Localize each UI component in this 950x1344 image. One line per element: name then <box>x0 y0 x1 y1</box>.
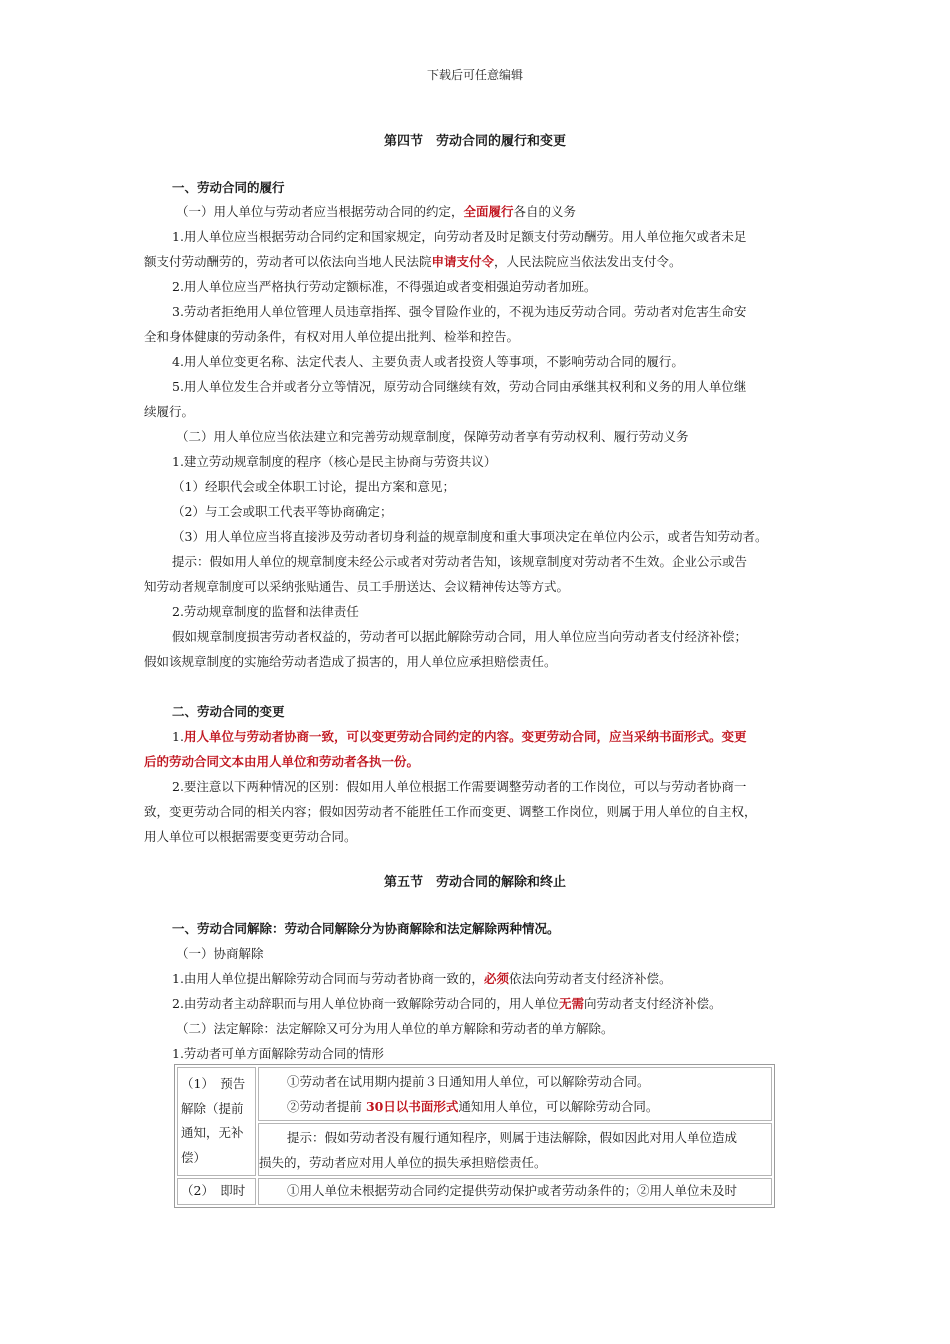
paragraph: 2.要注意以下两种情况的区别：假如用人单位根据工作需要调整劳动者的工作岗位，可以与劳动者协商一 <box>172 779 747 794</box>
label-line: 解除（提前 <box>181 1100 244 1116</box>
table-cell-label: （2） 即时 <box>177 1178 256 1205</box>
table-cell-text <box>258 1178 772 1205</box>
paragraph: 2.用人单位应当严格执行劳动定额标准，不得强迫或者变相强迫劳动者加班。 <box>172 279 597 294</box>
cell-line: ②劳动者提前 30日以书面形式通知用人单位，可以解除劳动合同。 <box>287 1098 659 1114</box>
label-line: （1） 预告 <box>181 1076 246 1091</box>
label-line: 通知，无补 <box>181 1125 244 1140</box>
paragraph: 假如规章制度损害劳动者权益的，劳动者可以据此解除劳动合同，用人单位应当向劳动者支付经济补偿； <box>172 629 748 644</box>
table-row <box>177 1178 772 1205</box>
paragraph: （一）协商解除 <box>176 946 264 961</box>
emphasis-text: 申请支付令 <box>431 254 495 269</box>
cell-line: 提示：假如劳动者没有履行通知程序，则属于违法解除，假如因此对用人单位造成 <box>287 1130 738 1145</box>
paragraph: 知劳动者规章制度可以采纳张贴通告、员工手册送达、会议精神传达等方式。 <box>144 579 570 594</box>
paragraph: 全和身体健康的劳动条件，有权对用人单位提出批判、检举和控告。 <box>144 329 520 344</box>
cell-line: 损失的，劳动者应对用人单位的损失承担赔偿责任。 <box>259 1154 547 1170</box>
section4-part1-heading: 一、劳动合同的履行 <box>172 180 285 195</box>
emphasis-text: 用人单位与劳动者协商一致，可以变更劳动合同约定的内容。变更劳动合同，应当采纳书面形式。变更 <box>183 729 747 744</box>
table-row <box>177 1123 772 1176</box>
paragraph: （3）用人单位应当将直接涉及劳动者切身利益的规章制度和重大事项决定在单位内公示，或者告知劳动者。 <box>172 529 768 544</box>
section4-part2-heading: 二、劳动合同的变更 <box>172 704 285 719</box>
paragraph: 1.用人单位应当根据劳动合同约定和国家规定，向劳动者及时足额支付劳动酬劳。用人单位拖欠或者未足 <box>172 229 747 244</box>
paragraph: 提示：假如用人单位的规章制度未经公示或者对劳动者告知，该规章制度对劳动者不生效。企业公示或告 <box>172 554 748 569</box>
cell-line: ①劳动者在试用期内提前３日通知用人单位，可以解除劳动合同。 <box>287 1074 650 1089</box>
paragraph: 5.用人单位发生合并或者分立等情况，原劳动合同继续有效，劳动合同由承继其权利和义务的用人单位继 <box>172 379 747 394</box>
table-cell-text <box>258 1123 772 1176</box>
table-row <box>177 1067 772 1121</box>
paragraph: （一）用人单位与劳动者应当根据劳动合同的约定，全面履行各自的义务 <box>176 204 577 219</box>
paragraph: 用人单位可以根据需要变更劳动合同。 <box>144 829 357 844</box>
termination-table <box>174 1064 775 1208</box>
paragraph: 4.用人单位变更名称、法定代表人、主要负责人或者投资人等事项，不影响劳动合同的履行。 <box>172 354 684 369</box>
paragraph: （二）法定解除：法定解除又可分为用人单位的单方解除和劳动者的单方解除。 <box>176 1021 614 1036</box>
paragraph: （2）与工会或职工代表平等协商确定； <box>172 504 393 519</box>
emphasis-text: 30日以书面形式 <box>365 1098 459 1114</box>
emphasis-text: 必须 <box>483 971 509 986</box>
paragraph: 1.建立劳动规章制度的程序（核心是民主协商与劳资共议） <box>172 454 497 469</box>
section5-part1-heading: 一、劳动合同解除：劳动合同解除分为协商解除和法定解除两种情况。 <box>172 921 560 936</box>
paragraph: 1.由用人单位提出解除劳动合同而与劳动者协商一致的，必须依法向劳动者支付经济补偿。 <box>172 971 672 986</box>
table-cell-label <box>177 1067 256 1176</box>
paragraph: 2.由劳动者主动辞职而与用人单位协商一致解除劳动合同的，用人单位无需向劳动者支付经济补偿。 <box>172 996 722 1011</box>
label-line: 偿） <box>181 1149 207 1165</box>
section4-title: 第四节 劳动合同的履行和变更 <box>383 134 566 149</box>
paragraph: （1）经职代会或全体职工讨论，提出方案和意见； <box>172 479 455 494</box>
paragraph: 1.用人单位与劳动者协商一致，可以变更劳动合同约定的内容。变更劳动合同，应当采纳书面形式。变更 <box>172 729 747 744</box>
section5-title: 第五节 劳动合同的解除和终止 <box>383 875 566 890</box>
emphasis-text: 全面履行 <box>463 204 514 219</box>
cell-line: ①用人单位未根据劳动合同约定提供劳动保护或者劳动条件的；②用人单位未及时 <box>287 1183 738 1198</box>
paragraph: 致，变更劳动合同的相关内容；假如因劳动者不能胜任工作而变更、调整工作岗位，则属于用人单位的自主权， <box>144 804 757 819</box>
paragraph: 假如该规章制度的实施给劳动者造成了损害的，用人单位应承担赔偿责任。 <box>144 654 557 669</box>
paragraph: 2.劳动规章制度的监督和法律责任 <box>172 604 359 619</box>
paragraph: 续履行。 <box>144 404 195 419</box>
paragraph: 3.劳动者拒绝用人单位管理人员违章指挥、强令冒险作业的，不视为违反劳动合同。劳动者对危害生命安 <box>172 304 747 319</box>
paragraph: 额支付劳动酬劳的，劳动者可以依法向当地人民法院申请支付令，人民法院应当依法发出支付令。 <box>144 254 682 269</box>
paragraph: 1.劳动者可单方面解除劳动合同的情形 <box>172 1046 384 1061</box>
page-header: 下载后可任意编辑 <box>426 68 523 82</box>
paragraph: （二）用人单位应当依法建立和完善劳动规章制度，保障劳动者享有劳动权利、履行劳动义务 <box>176 429 689 444</box>
emphasis-text: 无需 <box>558 996 584 1011</box>
emphasis-text: 后的劳动合同文本由用人单位和劳动者各执一份。 <box>144 754 420 769</box>
table-cell-text <box>258 1067 772 1121</box>
